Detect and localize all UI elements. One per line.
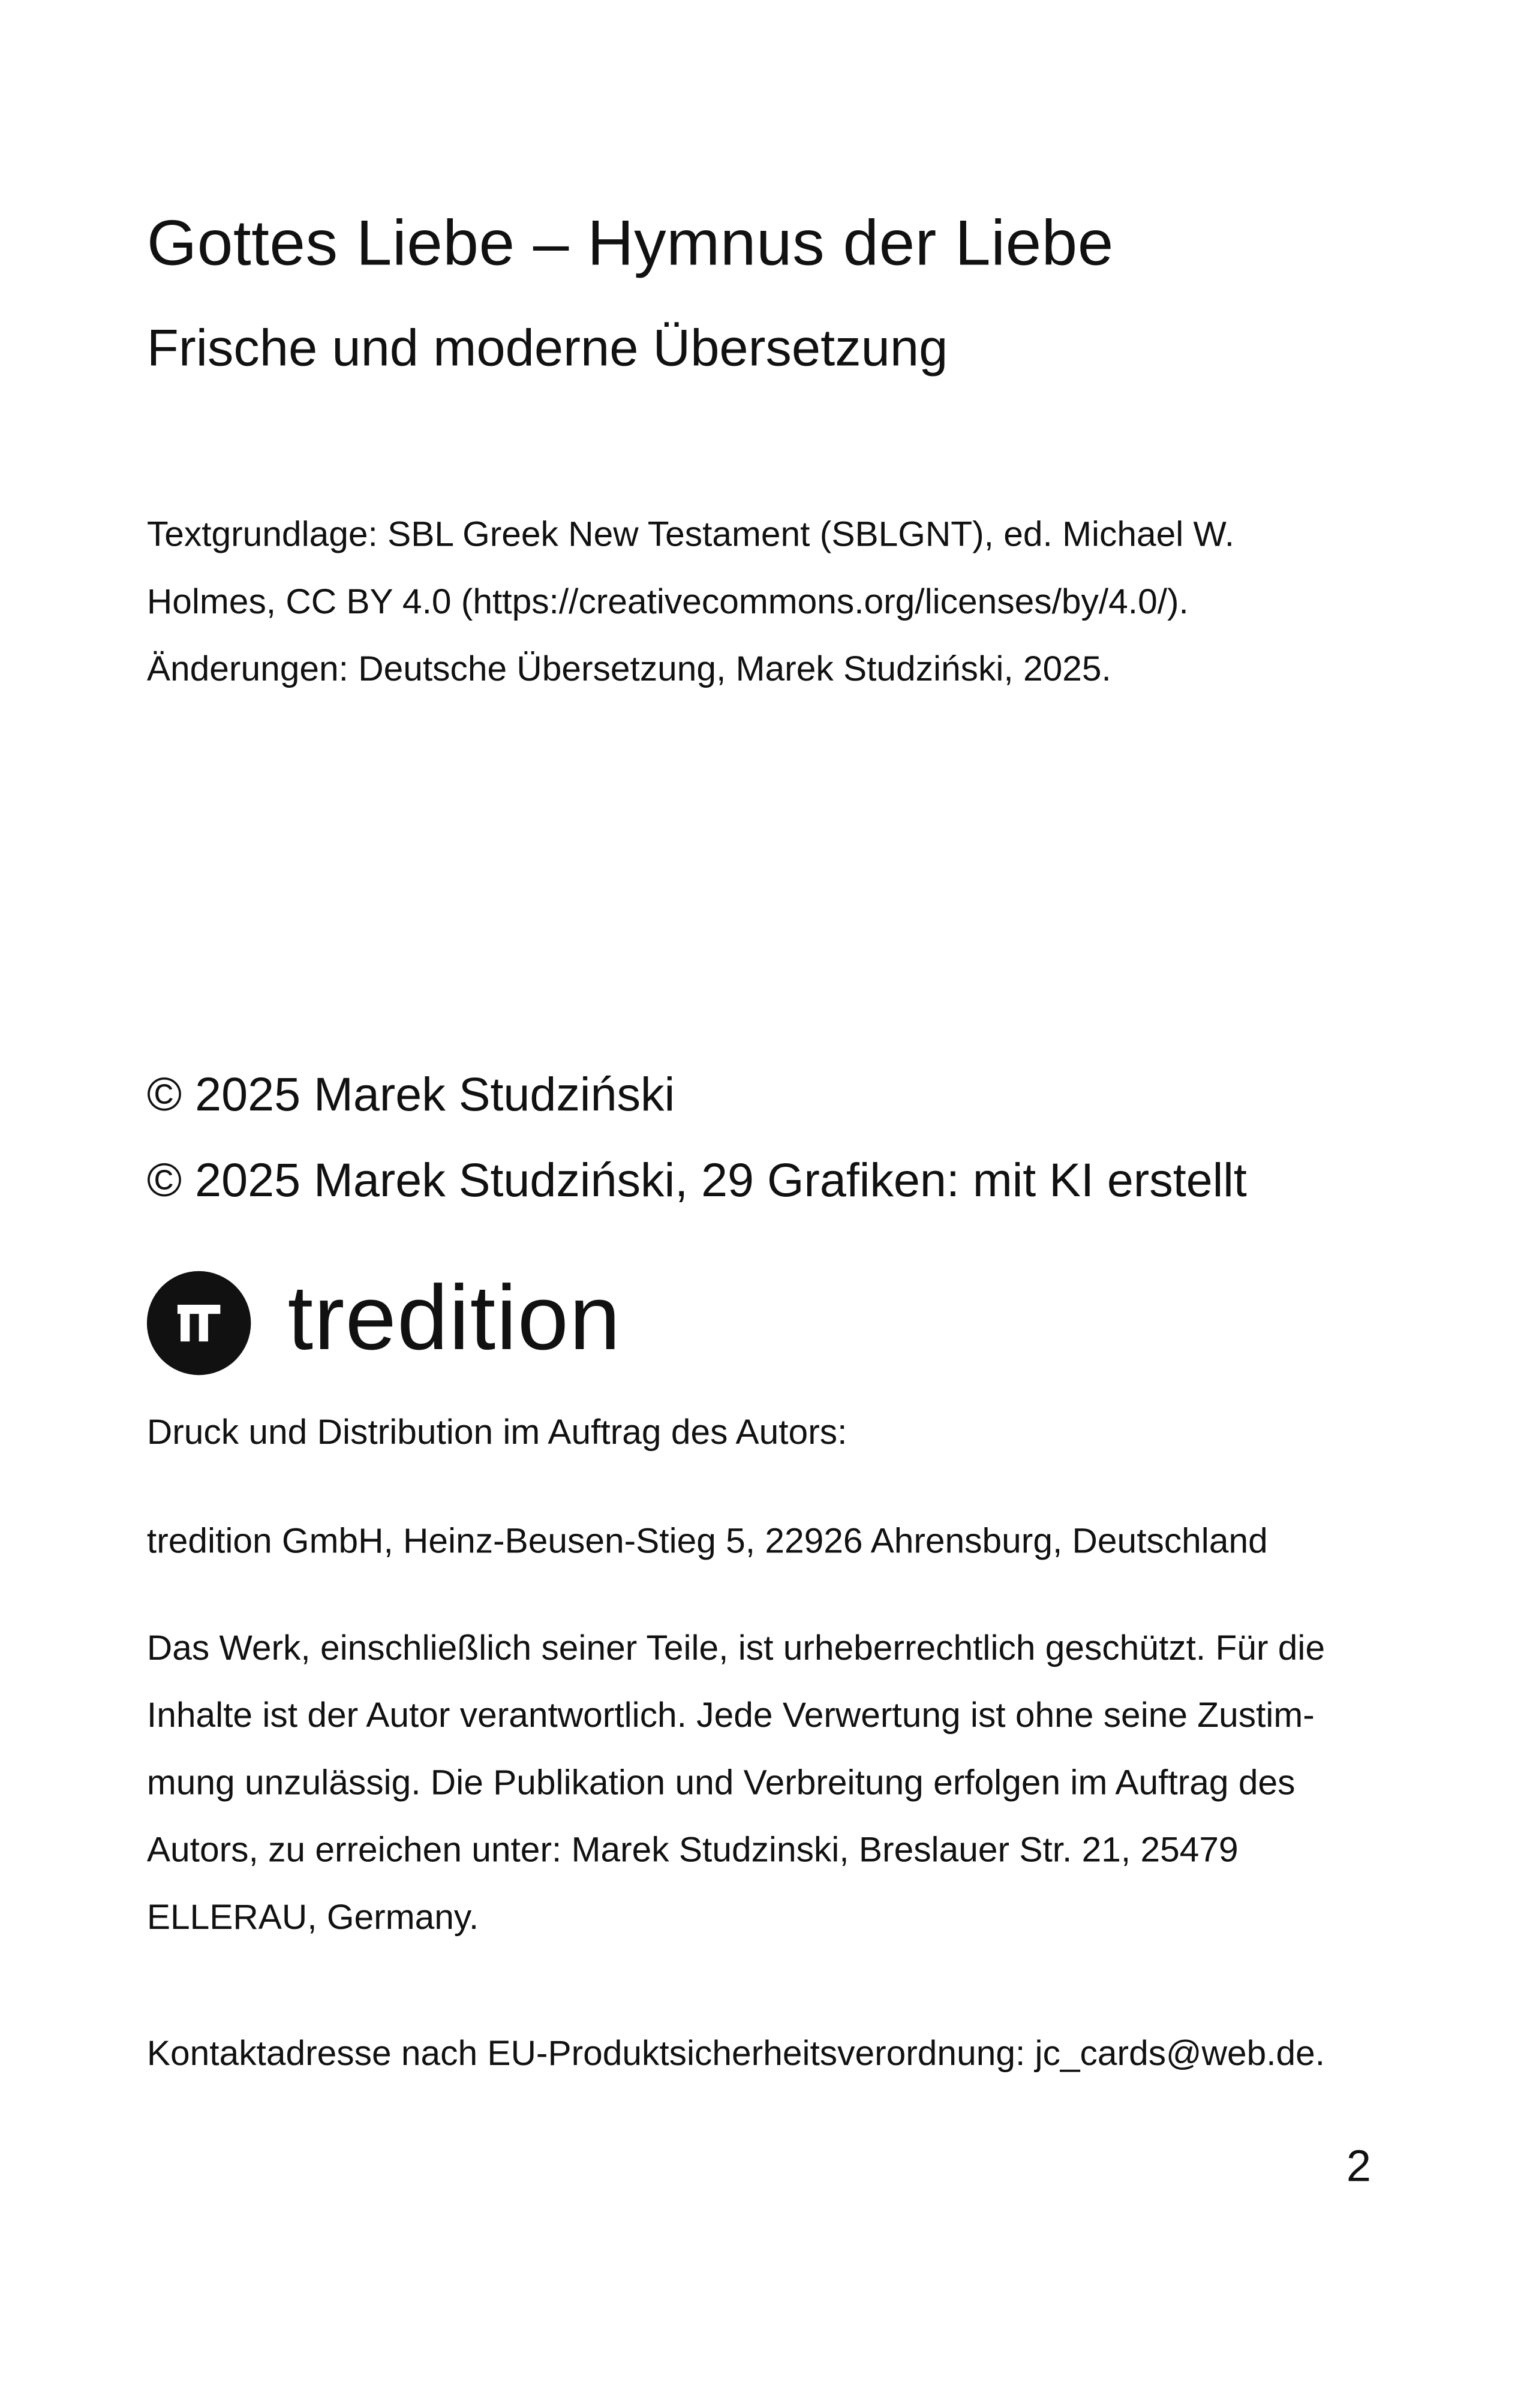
publisher-logo: [147, 1266, 621, 1377]
source-line: Holmes, CC BY 4.0 (https://creativecommons.org/licenses/by/4.0/).: [146, 581, 1189, 621]
legal-line: Inhalte ist der Autor verantwortlich. Jede Verwertung ist ohne seine Zustim-: [146, 1694, 1315, 1735]
copyright-line: © 2025 Marek Studziński: [146, 1067, 675, 1121]
tredition-logo-icon: [147, 1271, 251, 1375]
legal-line: ELLERAU, Germany.: [146, 1897, 479, 1937]
publisher-address: tredition GmbH, Heinz-Beusen-Stieg 5, 22926 Ahrensburg, Deutschland: [146, 1520, 1268, 1561]
legal-line: mung unzulässig. Die Publikation und Verbreitung erfolgen im Auftrag des: [146, 1762, 1295, 1802]
source-notice: [147, 500, 1340, 702]
copyright-line: © 2025 Marek Studziński, 29 Grafiken: mit KI erstellt: [146, 1153, 1247, 1207]
book-subtitle: Frische und moderne Übersetzung: [146, 320, 948, 378]
source-line: Änderungen: Deutsche Übersetzung, Marek Studziński, 2025.: [146, 648, 1111, 688]
legal-line: Autors, zu erreichen unter: Marek Studzinski, Breslauer Str. 21, 25479: [146, 1829, 1239, 1870]
publisher-wordmark: tredition: [287, 1266, 621, 1369]
source-line: Textgrundlage: SBL Greek New Testament (SBLGNT), ed. Michael W.: [146, 514, 1235, 554]
legal-line: Das Werk, einschließlich seiner Teile, ist urheberrechtlich geschützt. Für die: [146, 1627, 1325, 1667]
legal-notice: [147, 1614, 1371, 1950]
page-number: 2: [1346, 2142, 1372, 2192]
book-title: Gottes Liebe – Hymnus der Liebe: [146, 206, 1114, 279]
contact-line: Kontaktadresse nach EU-Produktsicherheitsverordnung: jc_cards@web.de.: [146, 2033, 1325, 2073]
distribution-note: Druck und Distribution im Auftrag des Autors:: [146, 1411, 847, 1452]
